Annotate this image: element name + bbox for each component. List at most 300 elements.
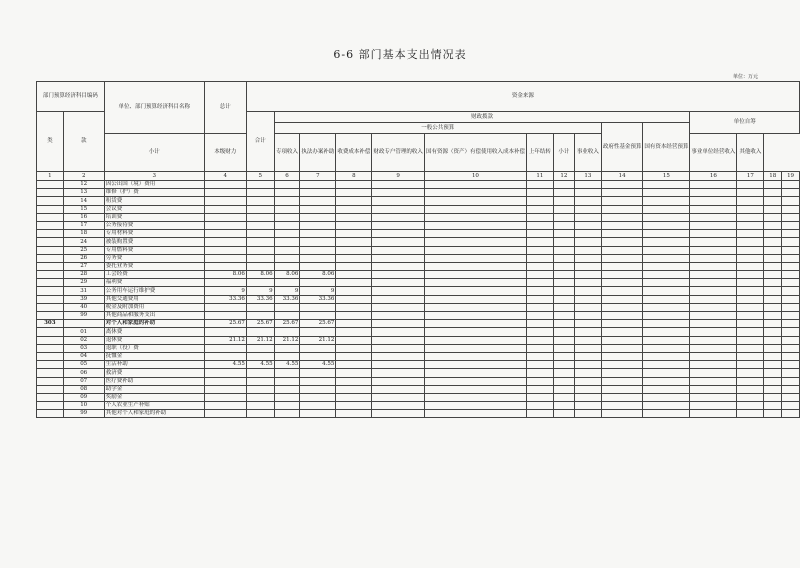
empty-cell [690,402,737,410]
same-level-cell [300,197,336,205]
empty-cell [764,393,782,401]
general-subtotal-cell [274,262,300,270]
header-name: 单位、部门预算经济科目名称 [104,82,204,134]
header-law-enforcement: 执法办案补助 [300,134,336,172]
empty-cell [601,361,643,369]
empty-cell [574,410,601,418]
lei-cell [37,295,64,303]
general-subtotal-cell: 4.55 [274,361,300,369]
subtotal-cell [246,385,274,393]
empty-cell [643,352,690,360]
kuan-cell: 16 [63,213,104,221]
empty-cell [553,189,574,197]
special-income-cell [336,262,372,270]
empty-cell [553,213,574,221]
general-subtotal-cell [274,181,300,189]
subtotal-cell [246,393,274,401]
lei-cell [37,303,64,311]
lei-cell [37,361,64,369]
lei-cell [37,393,64,401]
lei-cell [37,344,64,352]
empty-cell [601,352,643,360]
index-cell: 14 [601,172,643,181]
special-income-cell [336,385,372,393]
index-cell: 13 [574,172,601,181]
empty-cell [526,181,553,189]
header-other-income: 其他收入 [737,134,764,172]
empty-cell [574,189,601,197]
empty-cell [553,377,574,385]
empty-cell [574,181,601,189]
empty-cell [764,336,782,344]
kuan-cell: 28 [63,271,104,279]
unit-label: 单位：万元 [732,74,758,80]
empty-cell [737,336,764,344]
empty-cell [424,328,526,336]
empty-cell [690,410,737,418]
page-title: 6-6 部门基本支出情况表 [333,48,467,61]
index-cell: 12 [553,172,574,181]
table-row [37,369,800,377]
header-subtotal: 合计 [246,112,274,172]
empty-cell [601,295,643,303]
empty-cell [574,393,601,401]
same-level-cell [300,262,336,270]
empty-cell [372,336,425,344]
empty-cell [764,352,782,360]
subtotal-cell: 21.12 [246,336,274,344]
same-level-cell [300,402,336,410]
empty-cell [782,344,800,352]
lei-cell [37,189,64,197]
name-cell: 因公出国（境）费用 [104,181,204,189]
empty-cell [764,271,782,279]
empty-cell [643,287,690,295]
general-subtotal-cell [274,197,300,205]
empty-cell [690,303,737,311]
empty-cell [553,262,574,270]
empty-cell [643,328,690,336]
same-level-cell [300,205,336,213]
empty-cell [601,205,643,213]
subtotal-cell [246,303,274,311]
lei-cell [37,328,64,336]
same-level-cell: 9 [300,287,336,295]
general-subtotal-cell [274,230,300,238]
general-subtotal-cell: 9 [274,287,300,295]
empty-cell [372,254,425,262]
total-cell [204,246,246,254]
empty-cell [643,361,690,369]
empty-cell [601,181,643,189]
empty-cell [737,369,764,377]
table-row [37,189,800,197]
empty-cell [574,295,601,303]
empty-cell [526,361,553,369]
empty-cell [601,377,643,385]
same-level-cell [300,189,336,197]
empty-cell [764,328,782,336]
subtotal-cell [246,262,274,270]
kuan-cell: 40 [63,303,104,311]
empty-cell [574,279,601,287]
subtotal-cell: 9 [246,287,274,295]
index-cell: 6 [274,172,300,181]
empty-cell [782,312,800,320]
empty-cell [601,312,643,320]
subtotal-cell [246,181,274,189]
empty-cell [574,369,601,377]
subtotal-cell [246,230,274,238]
empty-cell [553,410,574,418]
empty-cell [372,230,425,238]
empty-cell [424,336,526,344]
special-income-cell [336,279,372,287]
empty-cell [782,377,800,385]
empty-cell [643,254,690,262]
name-cell: 其他对个人和家庭的补助 [104,410,204,418]
index-cell: 11 [526,172,553,181]
empty-cell [526,213,553,221]
table-row [37,181,800,189]
empty-cell [424,254,526,262]
empty-cell [601,271,643,279]
header-operating-income: 事业单位经营收入 [690,134,737,172]
table-row [37,393,800,401]
empty-cell [601,385,643,393]
empty-cell [526,238,553,246]
empty-cell [690,221,737,229]
empty-cell [690,213,737,221]
empty-cell [764,205,782,213]
special-income-cell [336,393,372,401]
empty-cell [601,328,643,336]
empty-cell [643,295,690,303]
special-income-cell [336,205,372,213]
lei-cell [37,279,64,287]
empty-cell [526,230,553,238]
index-cell: 2 [63,172,104,181]
index-cell: 1 [37,172,64,181]
same-level-cell [300,328,336,336]
header-dept-special: 财政专户管理的收入 [372,134,425,172]
table-row [37,295,800,303]
kuan-cell: 12 [63,181,104,189]
general-subtotal-cell [274,312,300,320]
name-cell: 专用材料费 [104,230,204,238]
special-income-cell [336,352,372,360]
empty-cell [764,377,782,385]
header-funding-source: 资金来源 [246,82,799,112]
empty-cell [690,385,737,393]
empty-cell [526,295,553,303]
table-row [37,312,800,320]
empty-cell [553,320,574,328]
empty-cell [737,205,764,213]
index-cell: 3 [104,172,204,181]
empty-cell [553,238,574,246]
empty-cell [553,361,574,369]
empty-cell [574,377,601,385]
general-subtotal-cell [274,303,300,311]
general-subtotal-cell [274,402,300,410]
general-subtotal-cell: 33.36 [274,295,300,303]
empty-cell [424,303,526,311]
subtotal-cell [246,189,274,197]
empty-cell [372,369,425,377]
header-general-budget: 一般公共预算 [274,123,601,134]
empty-cell [526,312,553,320]
kuan-cell: 27 [63,262,104,270]
empty-cell [574,312,601,320]
lei-cell [37,385,64,393]
empty-cell [424,246,526,254]
same-level-cell [300,377,336,385]
empty-cell [553,385,574,393]
empty-cell [690,352,737,360]
name-cell: 退休费 [104,336,204,344]
empty-cell [424,402,526,410]
same-level-cell [300,279,336,287]
header-total: 总计 [204,82,246,134]
empty-cell [643,377,690,385]
general-subtotal-cell [274,328,300,336]
empty-cell [553,328,574,336]
empty-cell [643,312,690,320]
empty-cell [601,393,643,401]
empty-cell [526,271,553,279]
empty-cell [782,254,800,262]
kuan-cell: 13 [63,189,104,197]
empty-cell [526,410,553,418]
special-income-cell [336,287,372,295]
empty-cell [574,320,601,328]
empty-cell [782,393,800,401]
empty-cell [737,181,764,189]
empty-cell [424,197,526,205]
general-subtotal-cell [274,377,300,385]
empty-cell [372,262,425,270]
empty-cell [574,238,601,246]
empty-cell [424,287,526,295]
empty-cell [782,197,800,205]
empty-cell [643,393,690,401]
empty-cell [690,230,737,238]
special-income-cell [336,410,372,418]
empty-cell [737,279,764,287]
empty-cell [553,246,574,254]
table-row [37,213,800,221]
header-gov-fund: 政府性基金预算 [601,123,643,172]
name-cell: 会议费 [104,205,204,213]
same-level-cell [300,181,336,189]
same-level-cell [300,344,336,352]
header-state-assets: 国有资源（资产）有偿使用收入成本补偿 [424,134,526,172]
total-cell [204,262,246,270]
same-level-cell [300,238,336,246]
empty-cell [553,271,574,279]
empty-cell [782,369,800,377]
header-self-raised: 单位自筹 [690,112,800,134]
total-cell: 25.67 [204,320,246,328]
empty-cell [782,221,800,229]
empty-cell [764,344,782,352]
empty-cell [601,303,643,311]
empty-cell [737,393,764,401]
empty-cell [764,287,782,295]
empty-cell [526,287,553,295]
empty-cell [690,279,737,287]
empty-cell [553,352,574,360]
special-income-cell [336,238,372,246]
index-cell: 10 [424,172,526,181]
name-cell: 专用燃料费 [104,246,204,254]
table-row [37,221,800,229]
empty-cell [690,271,737,279]
kuan-cell: 03 [63,344,104,352]
empty-cell [526,279,553,287]
empty-cell [574,344,601,352]
empty-cell [737,221,764,229]
subtotal-cell: 25.67 [246,320,274,328]
name-cell: 生活补助 [104,361,204,369]
empty-cell [372,320,425,328]
kuan-cell: 26 [63,254,104,262]
empty-cell [782,361,800,369]
empty-cell [526,320,553,328]
empty-cell [764,320,782,328]
general-subtotal-cell [274,238,300,246]
empty-cell [643,189,690,197]
empty-cell [737,320,764,328]
empty-cell [574,303,601,311]
empty-cell [526,352,553,360]
empty-cell [424,361,526,369]
empty-cell [737,254,764,262]
lei-cell [37,336,64,344]
empty-cell [643,336,690,344]
empty-cell [424,213,526,221]
empty-cell [424,295,526,303]
general-subtotal-cell [274,221,300,229]
empty-cell [574,328,601,336]
empty-cell [643,369,690,377]
total-cell [204,279,246,287]
total-cell [204,312,246,320]
empty-cell [526,393,553,401]
name-cell: 抚恤金 [104,352,204,360]
empty-cell [372,197,425,205]
header-business-income: 事业收入 [574,134,601,172]
empty-cell [764,402,782,410]
empty-cell [372,312,425,320]
empty-cell [764,213,782,221]
special-income-cell [336,402,372,410]
empty-cell [372,344,425,352]
same-level-cell [300,230,336,238]
table-row [37,271,800,279]
empty-cell [737,189,764,197]
empty-cell [690,181,737,189]
subtotal-cell [246,410,274,418]
lei-cell [37,213,64,221]
name-cell: 离休费 [104,328,204,336]
table-row [37,377,800,385]
general-subtotal-cell [274,369,300,377]
empty-cell [690,377,737,385]
empty-cell [372,393,425,401]
empty-cell [424,352,526,360]
empty-cell [553,312,574,320]
subtotal-cell [246,213,274,221]
kuan-cell: 01 [63,328,104,336]
empty-cell [424,230,526,238]
empty-cell [526,385,553,393]
total-cell: 9 [204,287,246,295]
empty-cell [601,320,643,328]
total-cell [204,197,246,205]
empty-cell [553,393,574,401]
empty-cell [643,385,690,393]
empty-cell [372,287,425,295]
empty-cell [424,238,526,246]
index-cell: 18 [764,172,782,181]
same-level-cell [300,213,336,221]
empty-cell [737,410,764,418]
empty-cell [690,254,737,262]
name-cell: 福利费 [104,279,204,287]
special-income-cell [336,361,372,369]
total-cell [204,221,246,229]
total-cell [204,303,246,311]
name-cell: 救济费 [104,369,204,377]
empty-cell [553,181,574,189]
empty-cell [764,410,782,418]
empty-cell [526,197,553,205]
special-income-cell [336,328,372,336]
empty-cell [424,312,526,320]
empty-cell [764,230,782,238]
total-cell [204,369,246,377]
empty-cell [737,213,764,221]
special-income-cell [336,336,372,344]
empty-cell [574,230,601,238]
empty-cell [424,377,526,385]
table-row [37,205,800,213]
general-subtotal-cell [274,279,300,287]
header-code-group: 部门预算经济科目编码 [37,82,105,112]
empty-cell [643,279,690,287]
lei-cell [37,287,64,295]
same-level-cell [300,385,336,393]
lei-cell [37,205,64,213]
empty-cell [574,262,601,270]
empty-cell [737,262,764,270]
empty-cell [737,238,764,246]
name-cell: 其他交通费用 [104,295,204,303]
special-income-cell [336,197,372,205]
empty-cell [737,197,764,205]
empty-cell [737,328,764,336]
special-income-cell [336,246,372,254]
subtotal-cell [246,328,274,336]
empty-cell [574,254,601,262]
empty-cell [643,402,690,410]
subtotal-cell [246,246,274,254]
kuan-cell: 24 [63,238,104,246]
empty-cell [553,402,574,410]
empty-cell [764,246,782,254]
